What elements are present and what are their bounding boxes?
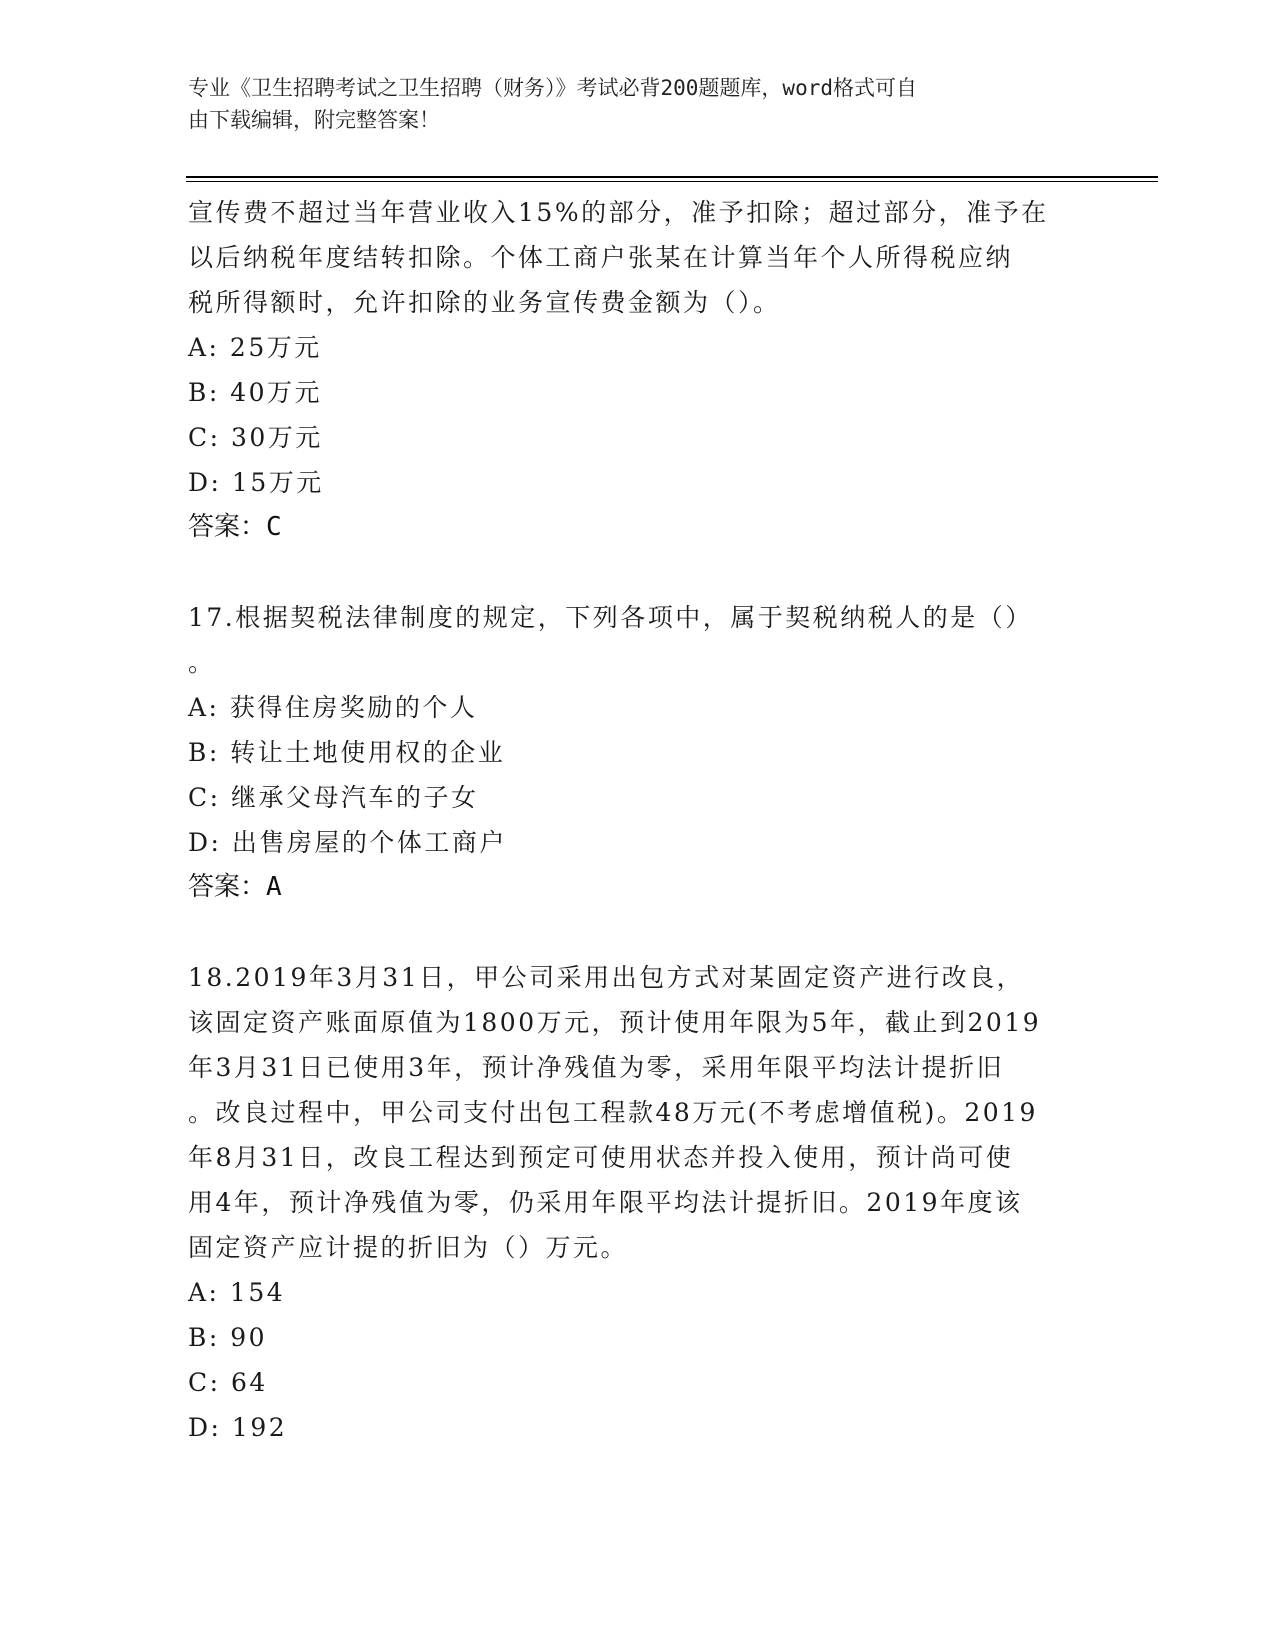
question-stem-line: 。改良过程中，甲公司支付出包工程款48万元(不考虑增值税)。2019 (188, 1098, 1038, 1127)
question-17 (188, 595, 1088, 910)
answer: 答案：A (188, 872, 282, 902)
spacer (188, 910, 1088, 955)
question-stem-line: 该固定资产账面原值为1800万元，预计使用年限为5年，截止到2019 (188, 1008, 1042, 1037)
question-stem-line: 18.2019年3月31日，甲公司采用出包方式对某固定资产进行改良， (188, 963, 1025, 992)
question-stem-line: 用4年，预计净残值为零，仍采用年限平均法计提折旧。2019年度该 (188, 1188, 1023, 1217)
option-d: D: 192 (188, 1413, 288, 1442)
header-divider-thin (186, 181, 1158, 182)
question-stem-line: 税所得额时，允许扣除的业务宣传费金额为（）。 (188, 288, 781, 317)
option-a: A: 25万元 (188, 333, 322, 362)
option-c: C: 30万元 (188, 423, 323, 452)
question-stem-line: 年8月31日，改良工程达到预定可使用状态并投入使用，预计尚可使 (188, 1143, 1014, 1172)
question-18 (188, 955, 1088, 1450)
option-b: B: 40万元 (188, 378, 323, 407)
header-line-1: 专业《卫生招聘考试之卫生招聘（财务）》考试必背200题题库，word格式可自 (188, 76, 917, 100)
option-c: C: 64 (188, 1368, 268, 1397)
question-stem-line: 固定资产应计提的折旧为（）万元。 (188, 1233, 629, 1262)
spacer (188, 550, 1088, 595)
question-stem-line: 以后纳税年度结转扣除。个体工商户张某在计算当年个人所得税应纳 (188, 243, 1014, 272)
question-16 (188, 190, 1088, 550)
question-stem-line: 17.根据契税法律制度的规定，下列各项中，属于契税纳税人的是（） (188, 603, 1033, 632)
answer: 答案：C (188, 512, 282, 542)
question-stem-line: 年3月31日已使用3年，预计净残值为零，采用年限平均法计提折旧 (188, 1053, 1005, 1082)
option-c: C: 继承父母汽车的子女 (188, 783, 479, 812)
option-b: B: 转让土地使用权的企业 (188, 738, 506, 767)
option-d: D: 出售房屋的个体工商户 (188, 828, 507, 857)
question-stem-line: 宣传费不超过当年营业收入15%的部分，准予扣除；超过部分，准予在 (188, 198, 1049, 227)
option-a: A: 获得住房奖励的个人 (188, 693, 478, 722)
option-d: D: 15万元 (188, 468, 324, 497)
document-body (188, 190, 1088, 1450)
header-line-2: 由下载编辑，附完整答案！ (188, 108, 440, 132)
option-a: A: 154 (188, 1278, 286, 1307)
option-b: B: 90 (188, 1323, 268, 1352)
question-stem-line: 。 (188, 648, 216, 677)
header-divider-thick (186, 176, 1158, 178)
document-header (188, 72, 1088, 136)
